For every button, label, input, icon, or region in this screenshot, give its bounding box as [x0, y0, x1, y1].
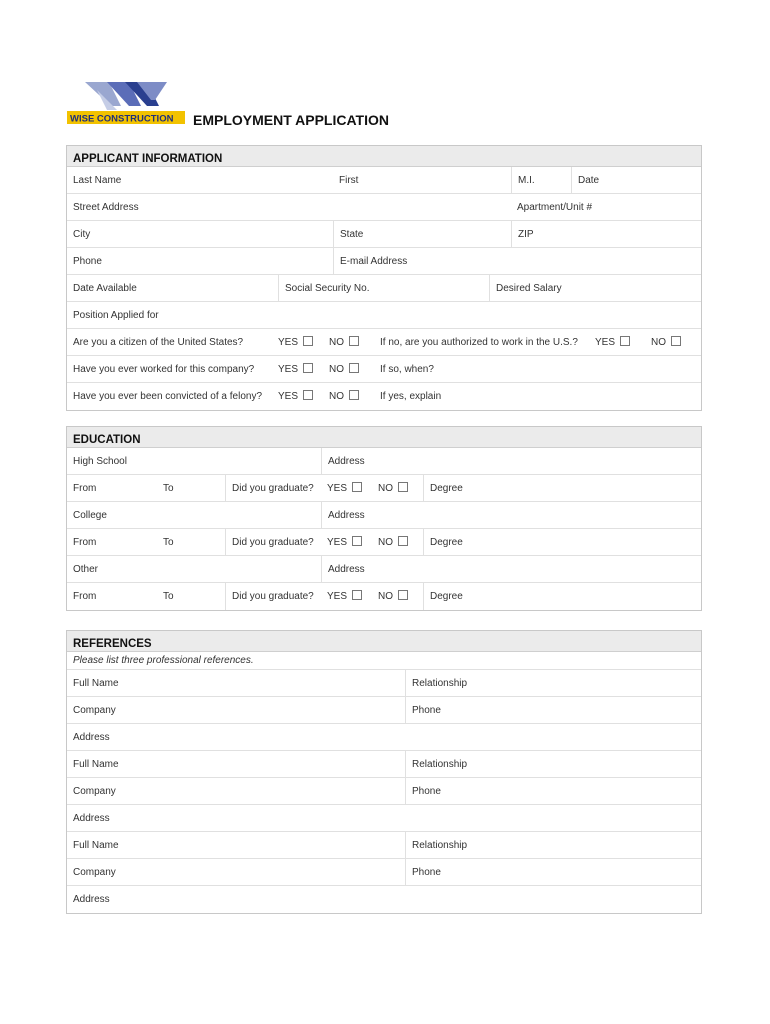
checkbox-icon[interactable]: [303, 363, 313, 373]
felony-row: [67, 383, 701, 410]
worked-row: [67, 356, 701, 383]
high-school-row: [67, 448, 701, 475]
reference-2-address-row: [67, 805, 701, 832]
college-no-option[interactable]: [372, 529, 423, 555]
checkbox-icon[interactable]: [349, 363, 359, 373]
checkbox-icon[interactable]: [398, 482, 408, 492]
reference-2-company-row: [67, 778, 701, 805]
authorized-question: If no, are you authorized to work in the U.S.?: [380, 337, 578, 348]
yes-label: YES: [278, 364, 299, 375]
high-school-no-option[interactable]: [372, 475, 423, 501]
position-applied-field[interactable]: Position Applied for: [73, 310, 159, 321]
no-label: NO: [378, 483, 393, 494]
middle-initial-field[interactable]: M.I.: [511, 167, 571, 193]
worked-no-option[interactable]: [323, 356, 375, 382]
availability-row: [67, 275, 701, 302]
other-to-field[interactable]: To: [163, 591, 174, 602]
state-field[interactable]: State: [333, 221, 511, 247]
street-address-field[interactable]: Street Address: [73, 202, 139, 213]
applicant-information-section: [66, 145, 702, 411]
yes-label: YES: [327, 537, 348, 548]
checkbox-icon[interactable]: [398, 536, 408, 546]
felony-explain-field[interactable]: If yes, explain: [380, 391, 442, 402]
authorized-no-option[interactable]: [645, 329, 697, 355]
reference-1-address-field[interactable]: Address: [73, 732, 110, 743]
other-school-field[interactable]: Other: [73, 564, 99, 575]
reference-2-full-name-field[interactable]: Full Name: [73, 759, 119, 770]
worked-yes-option[interactable]: [272, 356, 324, 382]
no-label: NO: [329, 364, 344, 375]
email-field[interactable]: E-mail Address: [333, 248, 701, 274]
citizen-yes-option[interactable]: [272, 329, 324, 355]
no-label: NO: [651, 337, 666, 348]
yes-label: YES: [595, 337, 616, 348]
checkbox-icon[interactable]: [303, 336, 313, 346]
college-yes-option[interactable]: [321, 529, 372, 555]
citizen-question: Are you a citizen of the United States?: [73, 337, 244, 348]
authorized-yes-option[interactable]: [589, 329, 641, 355]
college-field[interactable]: College: [73, 510, 107, 521]
reference-3-address-row: [67, 886, 701, 913]
high-school-to-field[interactable]: To: [163, 483, 174, 494]
graduate-question: Did you graduate?: [225, 529, 321, 555]
address-row: [67, 194, 701, 221]
date-available-field[interactable]: Date Available: [73, 283, 137, 294]
other-yes-option[interactable]: [321, 583, 372, 610]
graduate-question: Did you graduate?: [225, 583, 321, 610]
reference-2-relationship-field[interactable]: Relationship: [405, 751, 701, 777]
reference-1-company-field[interactable]: Company: [73, 705, 116, 716]
worked-question: Have you ever worked for this company?: [73, 364, 255, 375]
reference-3-address-field[interactable]: Address: [73, 894, 110, 905]
citizen-row: [67, 329, 701, 356]
checkbox-icon[interactable]: [671, 336, 681, 346]
other-row: [67, 556, 701, 583]
page-title: EMPLOYMENT APPLICATION: [193, 112, 389, 128]
position-row: [67, 302, 701, 329]
name-row: [67, 167, 701, 194]
reference-3-company-field[interactable]: Company: [73, 867, 116, 878]
reference-1-phone-field[interactable]: Phone: [405, 697, 701, 723]
checkbox-icon[interactable]: [398, 590, 408, 600]
section-heading-references: REFERENCES: [67, 631, 701, 652]
yes-label: YES: [327, 591, 348, 602]
yes-label: YES: [278, 391, 299, 402]
desired-salary-field[interactable]: Desired Salary: [489, 275, 701, 301]
yes-label: YES: [327, 483, 348, 494]
references-section: [66, 630, 702, 914]
no-label: NO: [378, 537, 393, 548]
high-school-from-field[interactable]: From: [73, 483, 97, 494]
citizen-no-option[interactable]: [323, 329, 375, 355]
no-label: NO: [378, 591, 393, 602]
reference-3-name-row: [67, 832, 701, 859]
ssn-field[interactable]: Social Security No.: [278, 275, 489, 301]
high-school-address-field[interactable]: Address: [321, 448, 701, 474]
graduate-question: Did you graduate?: [225, 475, 321, 501]
college-to-field[interactable]: To: [163, 537, 174, 548]
felony-yes-option[interactable]: [272, 383, 324, 410]
other-dates-row: [67, 583, 701, 610]
college-dates-row: [67, 529, 701, 556]
worked-when-field[interactable]: If so, when?: [380, 364, 434, 375]
high-school-degree-field[interactable]: Degree: [423, 475, 701, 501]
checkbox-icon[interactable]: [620, 336, 630, 346]
reference-2-name-row: [67, 751, 701, 778]
city-field[interactable]: City: [73, 229, 91, 240]
reference-1-company-row: [67, 697, 701, 724]
college-from-field[interactable]: From: [73, 537, 97, 548]
checkbox-icon[interactable]: [352, 482, 362, 492]
checkbox-icon[interactable]: [303, 390, 313, 400]
city-row: [67, 221, 701, 248]
other-degree-field[interactable]: Degree: [423, 583, 701, 610]
checkbox-icon[interactable]: [349, 390, 359, 400]
last-name-field[interactable]: Last Name: [73, 175, 122, 186]
high-school-yes-option[interactable]: [321, 475, 372, 501]
reference-1-name-row: [67, 670, 701, 697]
logo-text: WISE CONSTRUCTION: [70, 113, 174, 125]
college-row: [67, 502, 701, 529]
college-degree-field[interactable]: Degree: [423, 529, 701, 555]
checkbox-icon[interactable]: [352, 536, 362, 546]
education-section: [66, 426, 702, 611]
other-from-field[interactable]: From: [73, 591, 97, 602]
no-label: NO: [329, 337, 344, 348]
reference-3-phone-field[interactable]: Phone: [405, 859, 701, 885]
reference-1-address-row: [67, 724, 701, 751]
zip-field[interactable]: ZIP: [511, 221, 701, 247]
reference-2-phone-field[interactable]: Phone: [405, 778, 701, 804]
high-school-dates-row: [67, 475, 701, 502]
reference-3-full-name-field[interactable]: Full Name: [73, 840, 119, 851]
section-heading-applicant: APPLICANT INFORMATION: [67, 146, 701, 167]
reference-2-company-field[interactable]: Company: [73, 786, 116, 797]
checkbox-icon[interactable]: [352, 590, 362, 600]
company-logo: [67, 80, 185, 128]
other-no-option[interactable]: [372, 583, 423, 610]
college-address-field[interactable]: Address: [321, 502, 701, 528]
reference-2-address-field[interactable]: Address: [73, 813, 110, 824]
references-note: Please list three professional references.: [67, 652, 701, 670]
other-address-field[interactable]: Address: [321, 556, 701, 582]
reference-1-full-name-field[interactable]: Full Name: [73, 678, 119, 689]
felony-question: Have you ever been convicted of a felony?: [73, 391, 263, 402]
checkbox-icon[interactable]: [349, 336, 359, 346]
section-heading-education: EDUCATION: [67, 427, 701, 448]
reference-1-relationship-field[interactable]: Relationship: [405, 670, 701, 696]
apartment-unit-field[interactable]: Apartment/Unit #: [517, 202, 593, 213]
no-label: NO: [329, 391, 344, 402]
contact-row: [67, 248, 701, 275]
phone-field[interactable]: Phone: [73, 256, 102, 267]
high-school-field[interactable]: High School: [73, 456, 127, 467]
felony-no-option[interactable]: [323, 383, 375, 410]
yes-label: YES: [278, 337, 299, 348]
reference-3-relationship-field[interactable]: Relationship: [405, 832, 701, 858]
first-name-field[interactable]: First: [339, 175, 359, 186]
date-field[interactable]: Date: [571, 167, 701, 193]
reference-3-company-row: [67, 859, 701, 886]
